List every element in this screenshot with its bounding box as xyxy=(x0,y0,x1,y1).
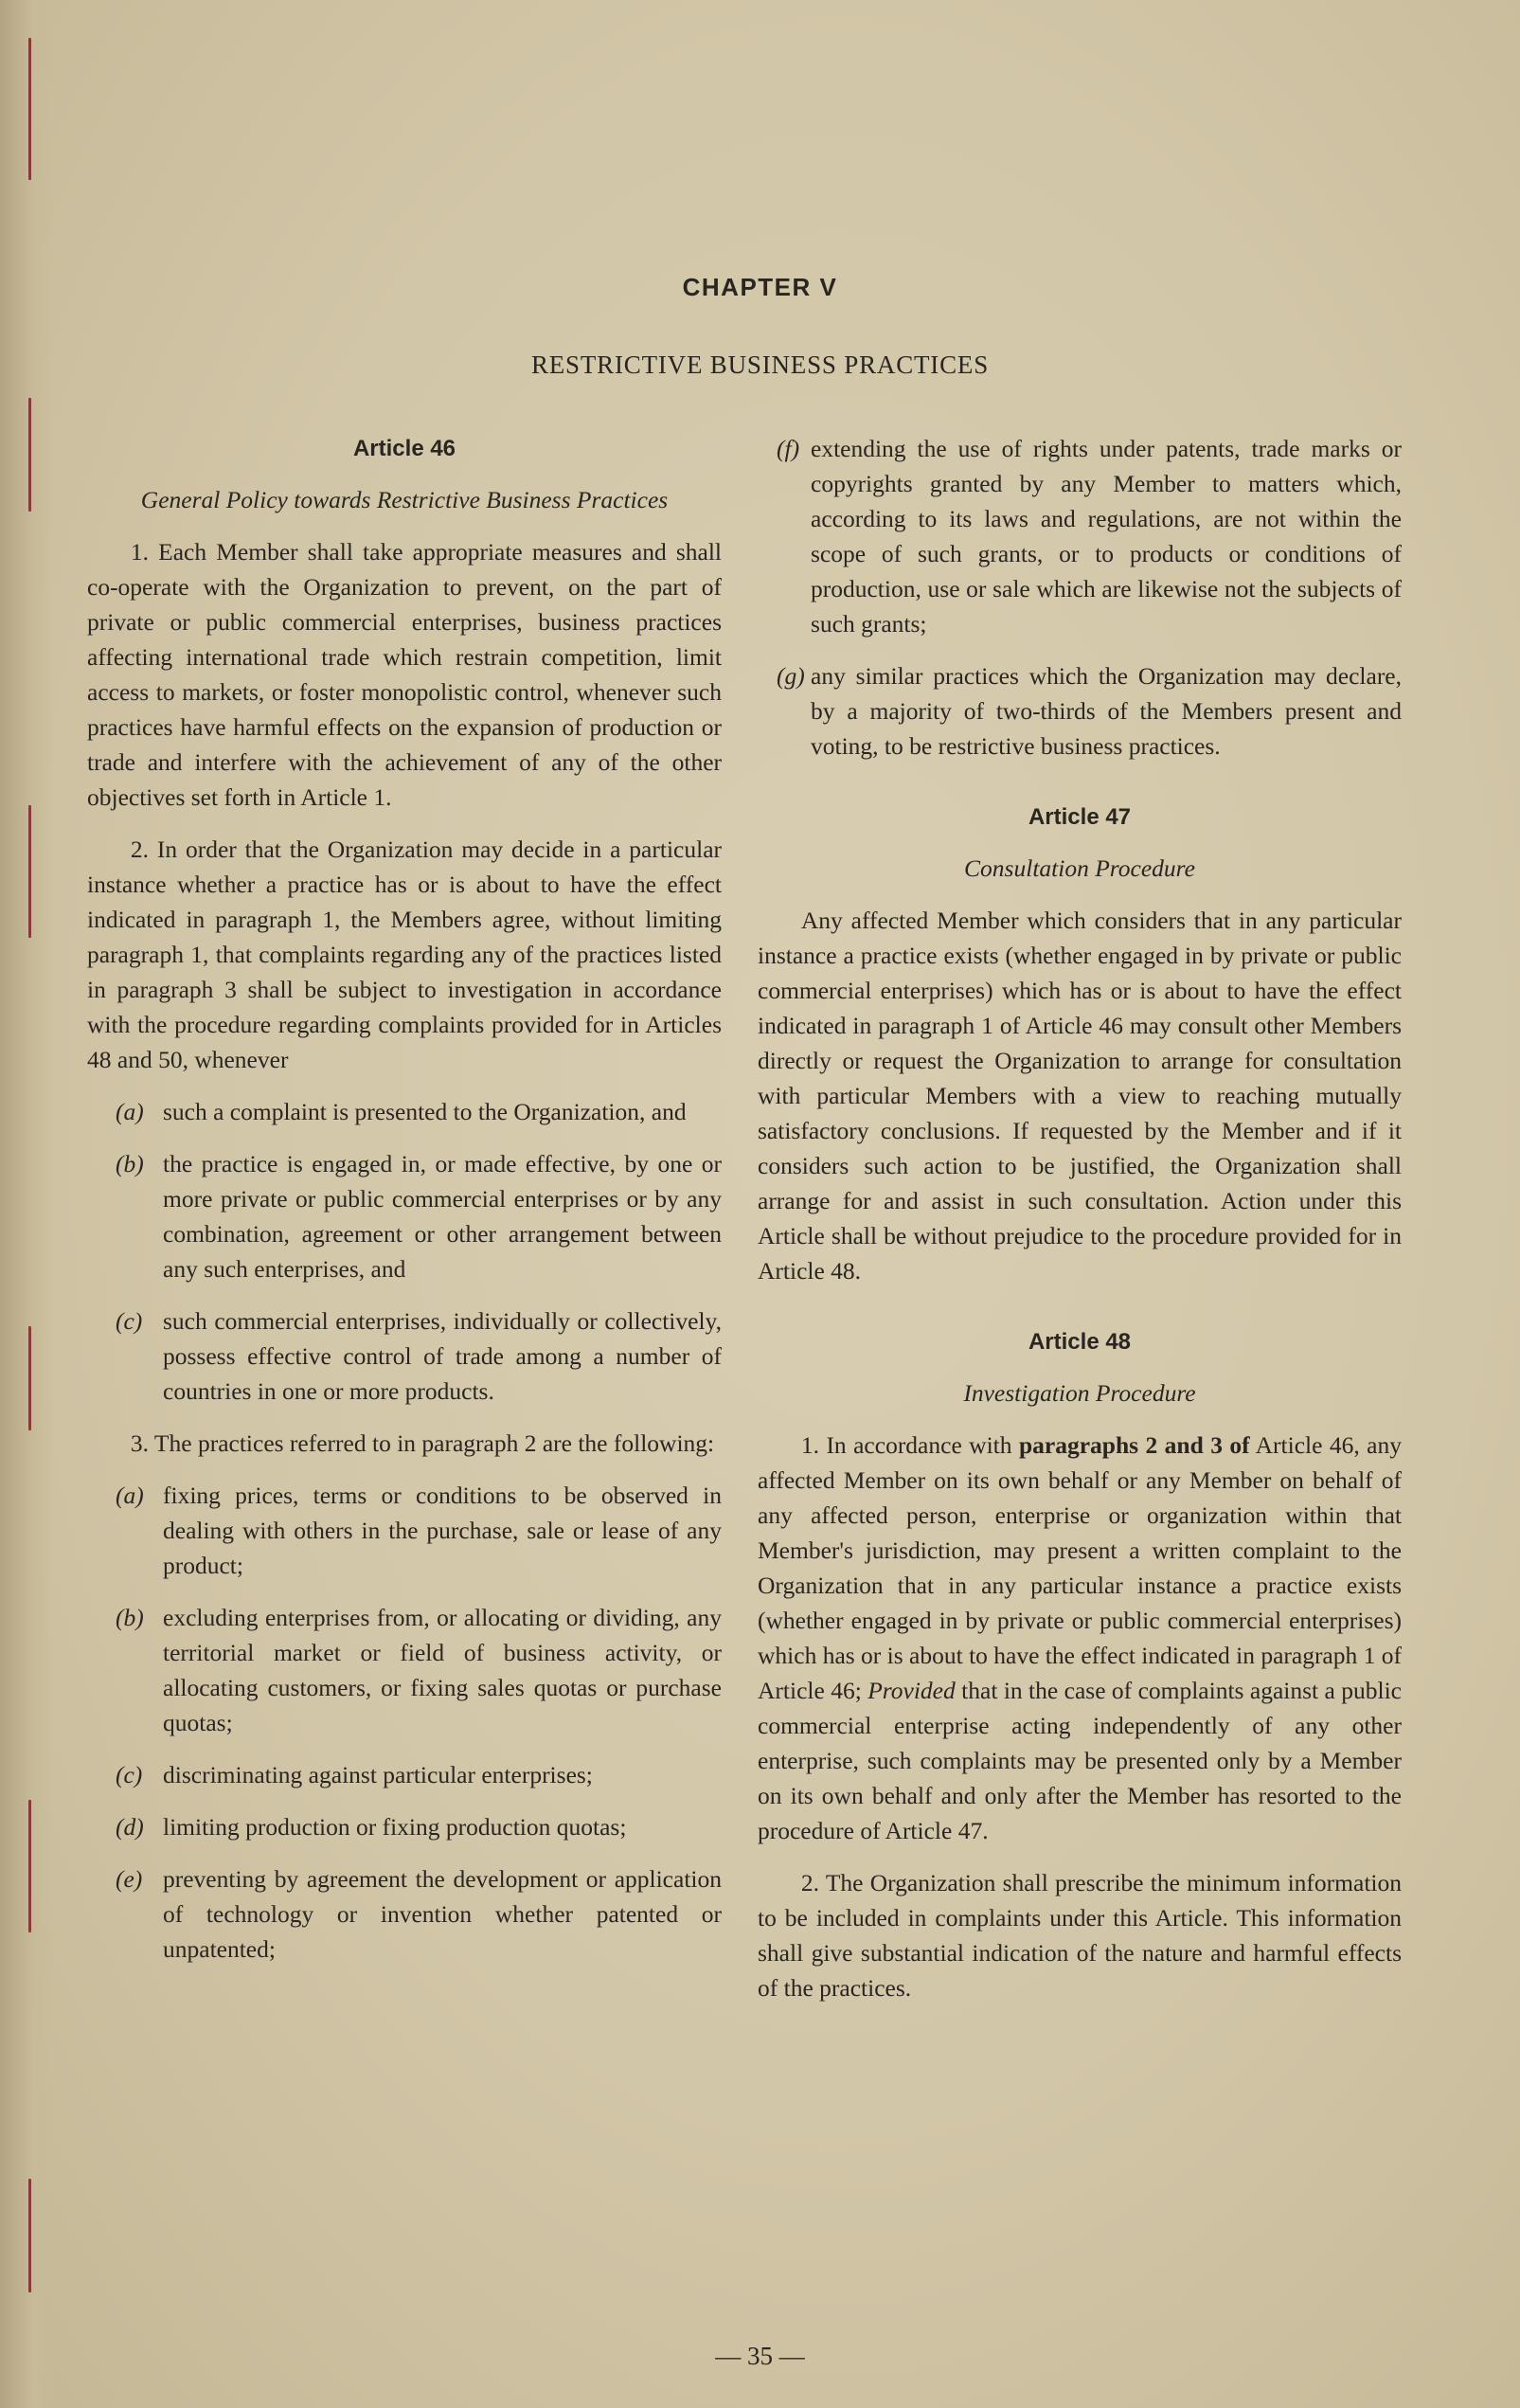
item-text: preventing by agreement the development or application of technology or invention whether patented or unpatented; xyxy=(163,1865,722,1963)
item-text: the practice is engaged in, or made effective, by one or more private or public commercial enterprises or by any combination, agreement or other arrangement between any such enterprises, and xyxy=(163,1150,722,1283)
page-number: — 35 — xyxy=(715,2342,805,2370)
list-item xyxy=(87,1861,722,1967)
item-text: extending the use of rights under patents, trade marks or copyrights granted by any Member to matters which, according to its laws and regulations, are not within the scope of such grants, or to products or conditions of production, use or sale which are likewise not the subjects of such grants; xyxy=(811,435,1402,638)
list-item xyxy=(87,1600,722,1740)
binding-stitch xyxy=(28,1326,31,1430)
item-label: (c) xyxy=(116,1761,143,1788)
binding-stitch xyxy=(28,38,31,180)
chapter-heading: CHAPTER V xyxy=(682,273,838,301)
item-text: fixing prices, terms or conditions to be observed in dealing with others in the purchase, sale or lease of any product; xyxy=(163,1482,722,1579)
paragraph-text: Article 46, any affected Member on its own behalf or any Member on behalf of any affected person, enterprise or organization within that Member's jurisdiction, may present a written complaint to the Organization that in any particular instance a practice exists (whether engaged in by private or public commercial enterprises) which has or is about to have the effect indicated in paragraph 1 of Article 46; xyxy=(758,1431,1402,1704)
item-label: (b) xyxy=(116,1150,144,1177)
item-text: limiting production or fixing production quotas; xyxy=(163,1813,627,1841)
article-46-p3-list xyxy=(87,1478,722,1967)
article-48-subheading: Investigation Procedure xyxy=(963,1379,1196,1407)
list-item xyxy=(87,1146,722,1286)
article-48-paragraph-2: 2. The Organization shall prescribe the minimum information to be included in complaints under this Article. This information shall give substantial indication of the nature and harmful effects of the practices. xyxy=(758,1869,1402,2002)
item-text: excluding enterprises from, or allocating or dividing, any territorial market or field of business activity, or allocating customers, or fixing sales quotas or purchase quotas; xyxy=(163,1604,722,1736)
list-item xyxy=(87,1478,722,1583)
left-column xyxy=(87,431,722,1984)
item-text: such a complaint is presented to the Organization, and xyxy=(163,1098,687,1125)
item-label: (e) xyxy=(116,1865,143,1893)
article-46-paragraph-2: 2. In order that the Organization may decide in a particular instance whether a practice has or is about to have the effect indicated in paragraph 1, the Members agree, without limiting paragraph 1, that complaints regarding any of the practices listed in paragraph 3 shall be subject to investigation in accordance with the procedure regarding complaints provided for in Articles 48 and 50, whenever xyxy=(87,836,722,1073)
paragraph-text: 1. In accordance with xyxy=(800,1431,1019,1459)
article-46-paragraph-1: 1. Each Member shall take appropriate measures and shall co-operate with the Organization to prevent, on the part of private or public commercial enterprises, business practices affecting international trade which restrain competition, limit access to markets, or foster monopolistic control, whenever such practices have harmful effects on the expansion of production or trade and interfere with the achievement of any of the other objectives set forth in Article 1. xyxy=(87,538,722,811)
item-text: discriminating against particular enterprises; xyxy=(163,1761,593,1788)
right-column xyxy=(758,431,1402,2022)
item-label: (b) xyxy=(116,1604,144,1631)
item-label: (d) xyxy=(116,1813,144,1841)
item-label: (f) xyxy=(777,435,800,462)
paragraph-text: that in the case of complaints against a public commercial enterprise acting independently of any other enterprise, such complaints may be presented only by a Member on its own behalf and only after the Member has resorted to the procedure of Article 47. xyxy=(758,1677,1402,1844)
list-item xyxy=(87,1757,722,1792)
article-46-heading: Article 46 xyxy=(352,436,456,461)
binding-stitch xyxy=(28,2179,31,2292)
article-48-paragraph-1 xyxy=(758,1428,1402,1848)
article-47-subheading: Consultation Procedure xyxy=(964,854,1195,882)
item-label: (g) xyxy=(777,662,805,690)
article-46-paragraph-3: 3. The practices referred to in paragraph 2 are the following: xyxy=(130,1429,715,1457)
item-text: such commercial enterprises, individually or collectively, possess effective control of trade among a number of countries in one or more products. xyxy=(163,1307,722,1405)
article-46-p2-list xyxy=(87,1094,722,1409)
list-item xyxy=(87,1303,722,1409)
binding-stitch xyxy=(28,398,31,512)
paragraph-italic-text: Provided xyxy=(867,1677,956,1704)
list-item xyxy=(758,658,1402,764)
item-label: (a) xyxy=(116,1098,144,1125)
section-title: RESTRICTIVE BUSINESS PRACTICES xyxy=(530,350,990,379)
binding-stitch xyxy=(28,805,31,938)
list-item xyxy=(87,1094,722,1129)
paragraph-bold-text: paragraphs 2 and 3 of xyxy=(1018,1431,1250,1459)
list-item xyxy=(758,431,1402,641)
article-47-paragraph: Any affected Member which considers that in any particular instance a practice exists (whether engaged in by private or public commercial enterprises) which has or is about to have the effect indicated in paragraph 1 of Article 46 may consult other Members directly or request the Organization to arrange for consultation with particular Members with a view to reaching mutually satisfactory conclusions. If requested by the Member and if it considers such action to be justified, the Organization shall arrange for and assist in such consultation. Action under this Article shall be without prejudice to the procedure provided for in Article 48. xyxy=(758,907,1402,1285)
article-46-subheading: General Policy towards Restrictive Business Practices xyxy=(140,486,669,513)
item-label: (c) xyxy=(116,1307,143,1335)
article-48-heading: Article 48 xyxy=(1028,1329,1132,1355)
article-47-heading: Article 47 xyxy=(1028,804,1132,830)
item-text: any similar practices which the Organization may declare, by a majority of two-thirds of the Members present and voting, to be restrictive business practices. xyxy=(811,662,1402,760)
list-item xyxy=(87,1809,722,1844)
item-label: (a) xyxy=(116,1482,144,1509)
binding-stitch xyxy=(28,1800,31,1932)
